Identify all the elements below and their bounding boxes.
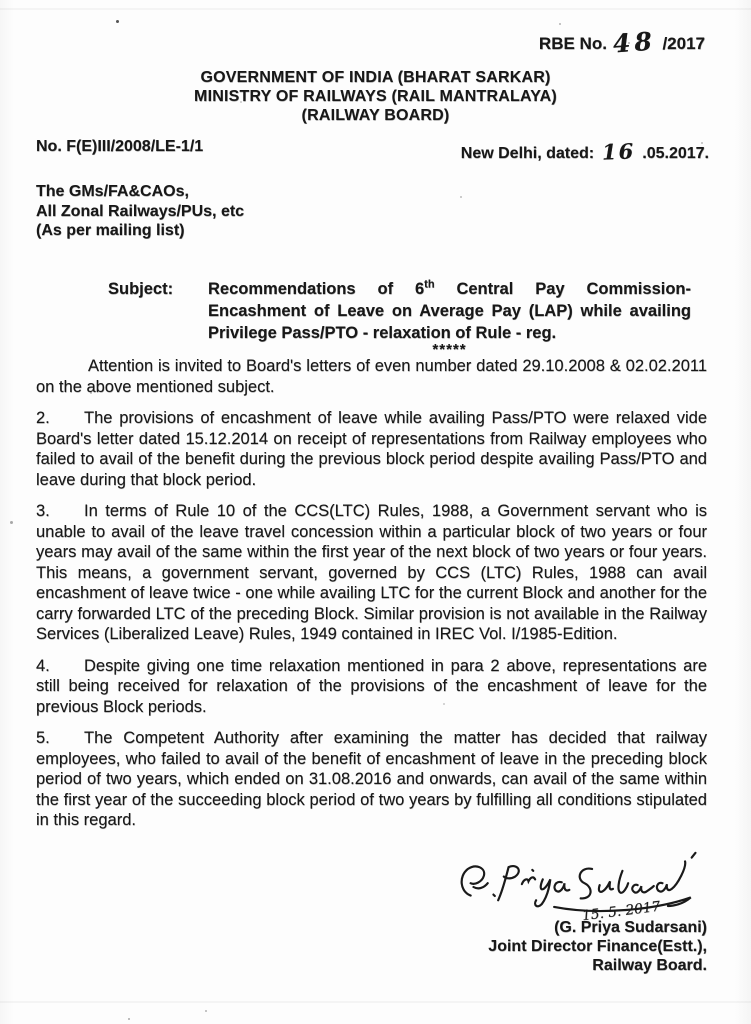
letter-body [36,356,707,842]
signatory-organization: Railway Board. [592,957,707,974]
addressee-block [36,182,244,241]
rbe-number-line [538,26,705,59]
subject-label: Subject: [108,280,174,298]
scan-speck [559,23,561,25]
reference-date-row [36,138,709,163]
letterhead [0,68,751,125]
signature-block [367,850,707,975]
subject-line-1-text: Recommendations of 6 [208,280,425,298]
subject-separator-stars: ***** [432,341,467,358]
scan-streak [0,8,751,10]
signature-stroke [462,866,488,895]
paragraph-5-number: 5. [36,729,50,747]
date-month-year: .05.2017. [642,145,709,162]
signature-stroke [580,869,592,899]
signature-stroke [657,861,685,891]
signatory-designation: Joint Director Finance(Estt.), [488,938,707,955]
paragraph-5 [36,728,707,831]
signatory-name: (G. Priya Sudarsani) [554,919,707,936]
subject-line-2: Encashment of Leave on Average Pay (LAP) while availing [208,302,691,320]
signature-stroke [692,853,696,858]
paragraph-3 [36,501,707,645]
signature-stroke [535,879,550,906]
paragraph-2 [36,408,707,490]
rbe-year: /2017 [662,34,705,53]
paragraph-3-text: In terms of Rule 10 of the CCS(LTC) Rules, 1988, a Government servant who is unable to avail of the leave travel concession within a particular block of two years or four years may avail of the same within the first year of the next block of two years or four years. This means, a government servant, governed by CCS (LTC) Rules, 1988 can avail encashment of leave twice - one while availing LTC for the current Block and another for the carry forwarded LTC of the preceding Block. Similar provision is not available in the Railway Services (Liberalized Leave) Rules, 1949 contained in IREC Vol. I/1985-Edition. [36,502,707,643]
place-date-label: New Delhi, dated: [460,145,595,162]
scan-speck [10,521,13,524]
scan-streak [0,1001,751,1003]
subject-line-3: Privilege Pass/PTO - relaxation of Rule - reg. [208,324,557,342]
addressee-line-1: The GMs/FA&CAOs, [36,183,189,200]
subject-line-1-rest: Central Pay Commission- [434,280,691,298]
paragraph-2-text: The provisions of encashment of leave while availing Pass/PTO were relaxed vide Board's letter dated 15.12.2014 on receipt of representations from Railway employees who failed to avail of the benefit during the previous block period despite availing Pass/PTO and leave during that block period. [36,409,707,489]
paragraph-4-text: Despite giving one time relaxation mentioned in para 2 above, representations are still being received for relaxation of the provisions of the encashment of leave for the previous Block periods. [36,656,707,716]
paragraph-4-number: 4. [36,656,50,675]
reference-number: No. F(E)III/2008/LE-1/1 [36,138,204,155]
paragraph-1-text: Attention is invited to Board's letters of even number dated 29.10.2008 & 02.02.2011 on the above mentioned subject. [36,357,707,396]
scan-speck [128,1018,130,1020]
paragraph-5-text: The Competent Authority after examining the matter has decided that railway employees, who failed to avail of the benefit of encashment of leave in the preceding block period of two years, which ended on 31.08.2016 and onwards, can avail of the same within the first year of the succeeding block period of two years by fulfilling all conditions stipulated in this regard. [36,729,707,829]
place-date [461,138,709,163]
subject-line-1 [208,278,691,300]
handwritten-signature [435,850,715,924]
subject-content [208,278,691,356]
paragraph-3-number: 3. [36,502,50,520]
paragraph-2-number: 2. [36,409,50,427]
subject-block [108,278,691,356]
date-day-handwritten: 16 [601,138,636,165]
rbe-number-handwritten: 48 [611,26,657,59]
signature-stroke [632,885,653,893]
scan-speck [460,196,462,198]
handwritten-signature-date: 15. 5. 2017 [581,898,662,924]
letterhead-line-ministry: MINISTRY OF RAILWAYS (RAIL MANTRALAYA) [194,88,557,105]
signature-stroke [554,882,569,892]
subject-ordinal: th [424,278,435,291]
signature-stroke [493,895,494,896]
letterhead-line-board: (RAILWAY BOARD) [301,107,450,124]
addressee-line-2: All Zonal Railways/PUs, etc [36,202,245,220]
signature-stroke [498,866,519,900]
rbe-label: RBE No. [538,34,607,53]
paragraph-1 [36,356,707,397]
signature-stroke [522,870,535,884]
scan-speck [205,1010,207,1012]
scan-speck [116,20,119,23]
signature-stroke [599,871,628,893]
signatory-printed [367,918,707,975]
addressee-line-3: (As per mailing list) [36,222,185,239]
paragraph-4 [36,656,707,718]
letterhead-line-government: GOVERNMENT OF INDIA (BHARAT SARKAR) [200,69,551,86]
